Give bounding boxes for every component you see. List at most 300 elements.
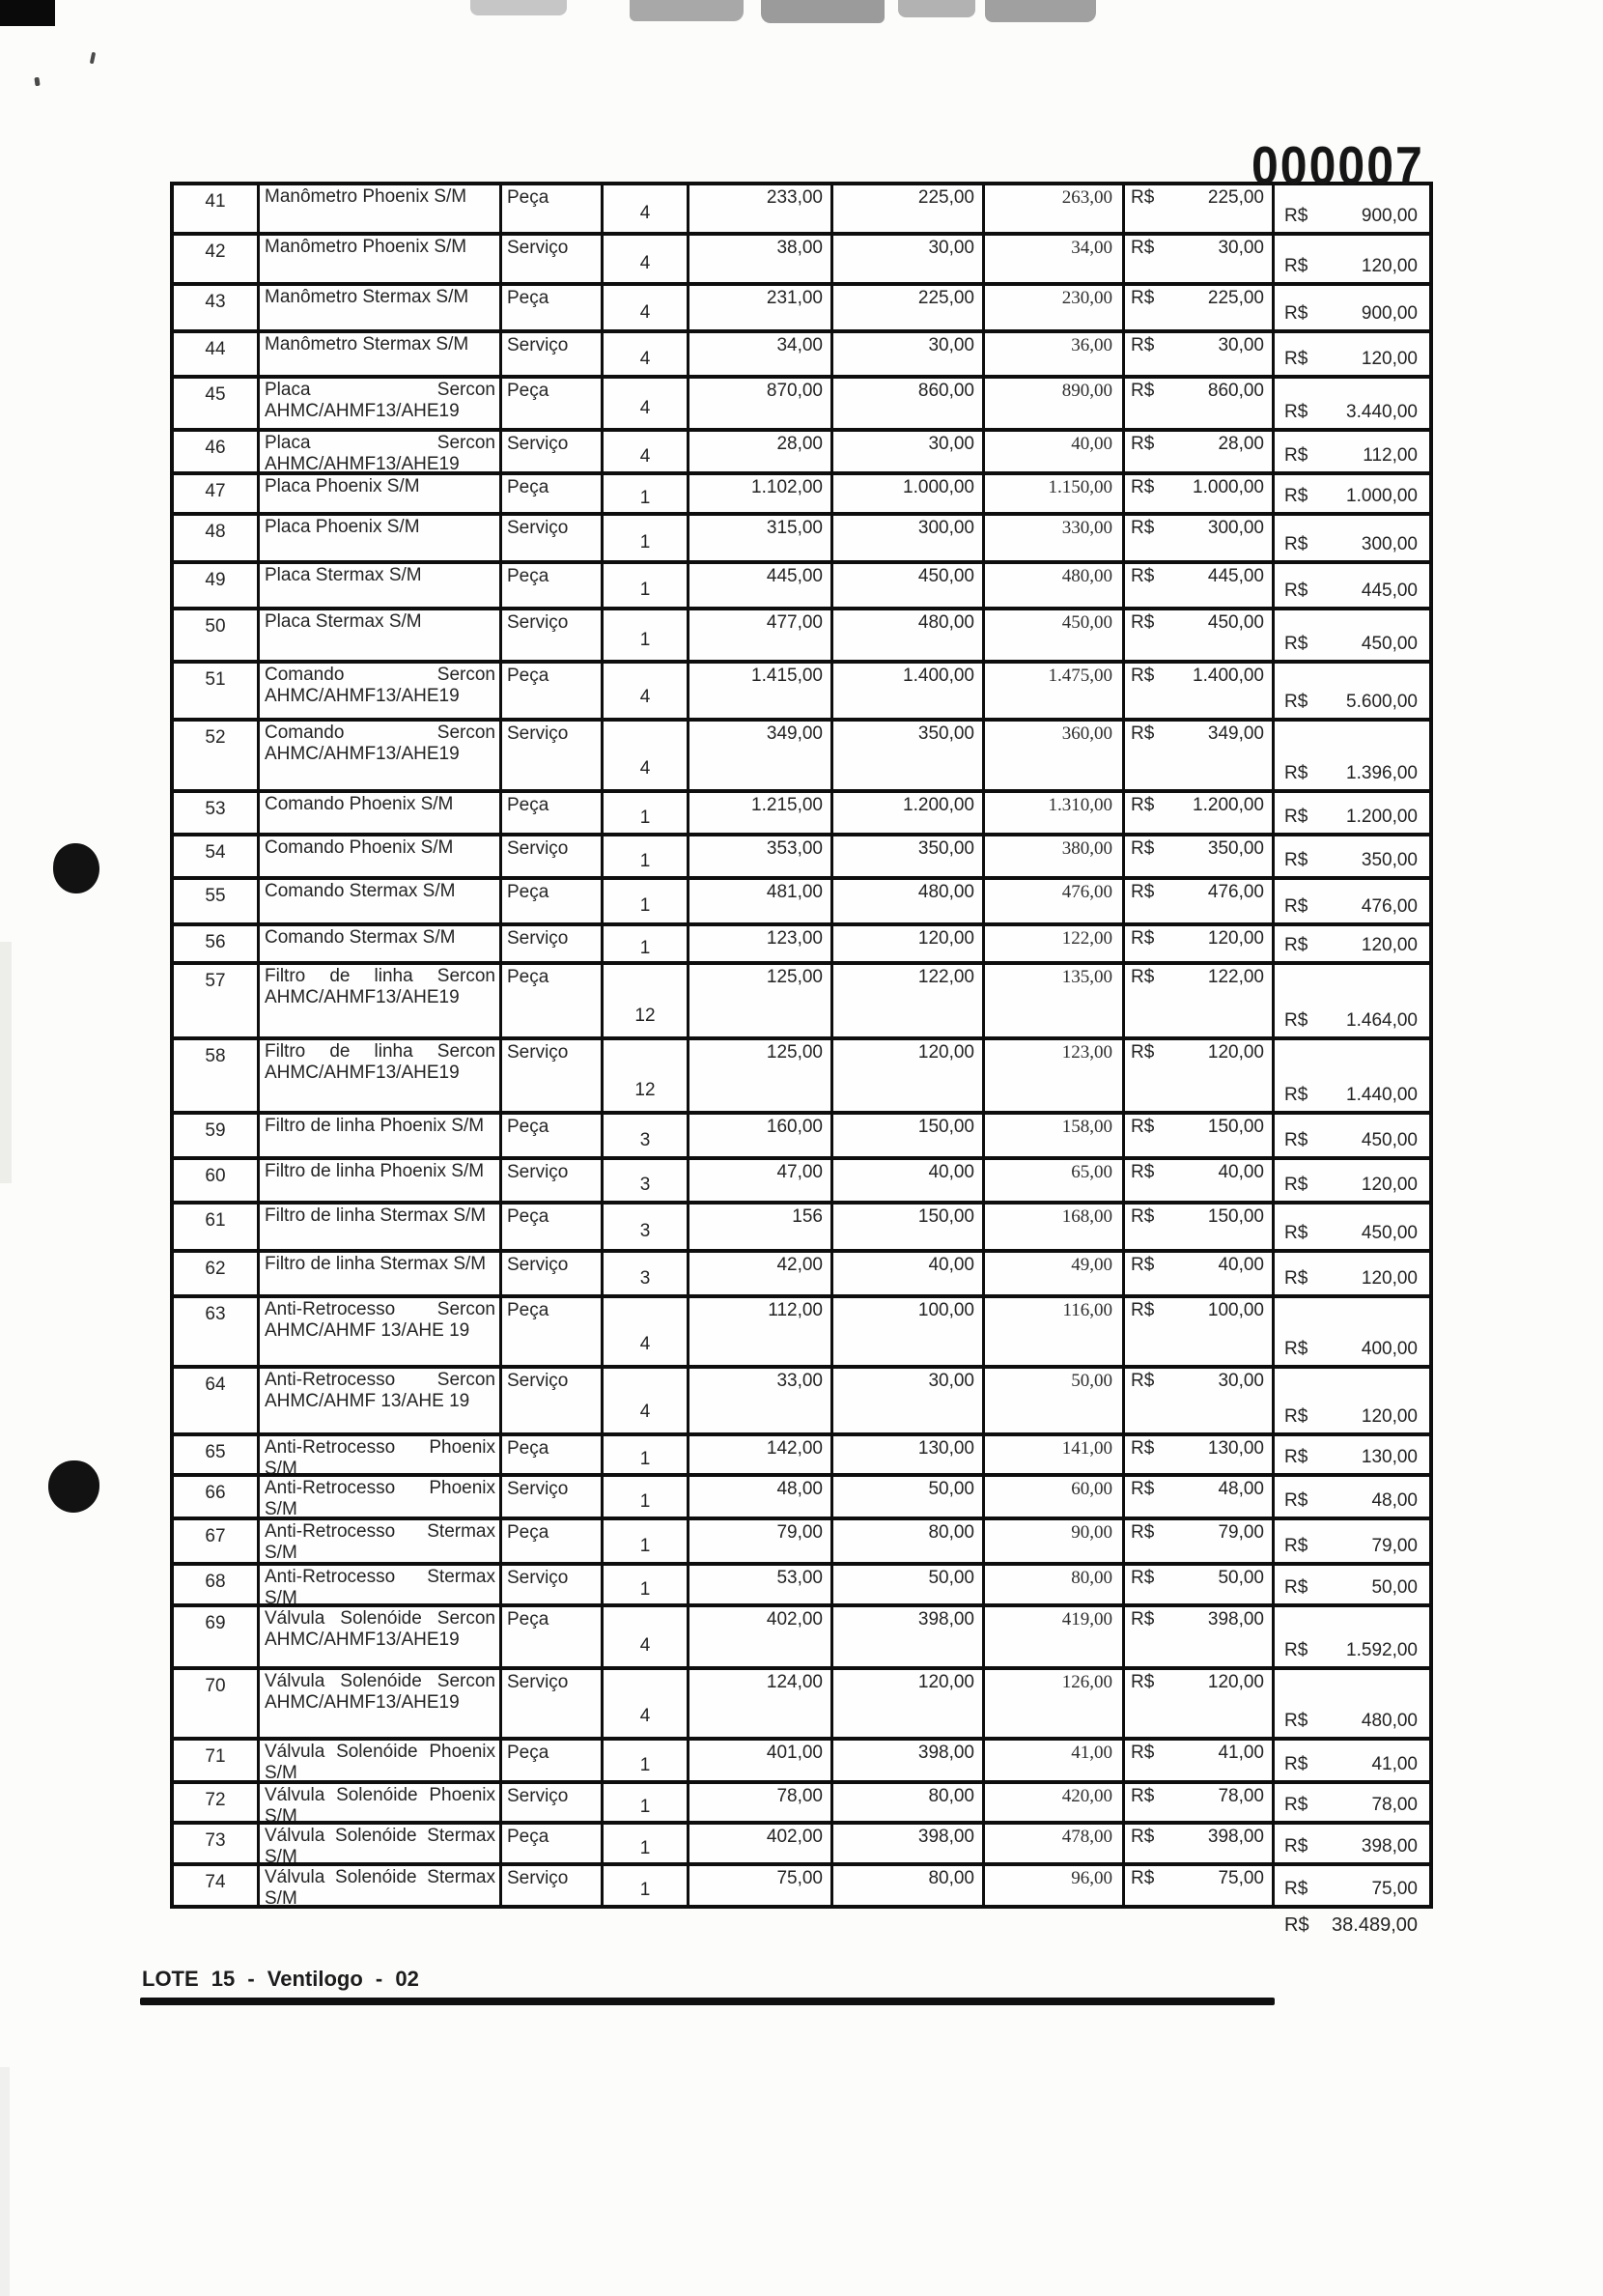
- row-number-cell: 59: [174, 1115, 260, 1156]
- price3-cell: 60,00: [985, 1477, 1125, 1516]
- description-word: Anti-Retrocesso: [265, 1437, 396, 1458]
- qty-cell: 4: [604, 379, 689, 428]
- price3-cell: 123,00: [985, 1040, 1125, 1111]
- type-cell: Serviço: [502, 722, 604, 789]
- price3-cell: 476,00: [985, 880, 1125, 922]
- currency-label: R$: [1131, 666, 1155, 686]
- description-cell: [260, 1566, 502, 1603]
- description-cell: [260, 236, 502, 282]
- type-cell: Serviço: [502, 1160, 604, 1201]
- description-line1: Filtro de linha Phoenix S/M: [265, 1116, 485, 1136]
- price2-cell: 30,00: [833, 432, 985, 471]
- price3-cell: 65,00: [985, 1160, 1125, 1201]
- unit-price-value: 860,00: [1207, 381, 1264, 401]
- price1-cell: 481,00: [689, 880, 833, 922]
- row-number-cell: 45: [174, 379, 260, 428]
- description-cell: [260, 1115, 502, 1156]
- table-row: [174, 1477, 1429, 1520]
- total-price-cell: [1275, 564, 1429, 607]
- total-price-value: 120,00: [1361, 256, 1418, 276]
- description-word: Válvula: [265, 1785, 325, 1805]
- unit-price-cell: [1125, 1520, 1275, 1562]
- description-cell: [260, 1866, 502, 1905]
- description-word: Anti-Retrocesso: [265, 1567, 396, 1587]
- currency-label: R$: [1131, 1827, 1155, 1847]
- qty-cell: 4: [604, 185, 689, 232]
- price2-cell: 398,00: [833, 1741, 985, 1780]
- description-line1: [265, 1671, 495, 1692]
- qty-cell: 4: [604, 1298, 689, 1365]
- total-price-value: 1.464,00: [1346, 1010, 1418, 1031]
- row-number-cell: 51: [174, 664, 260, 718]
- table-row: [174, 880, 1429, 926]
- description-line1: Manômetro Stermax S/M: [265, 287, 469, 307]
- currency-label: R$: [1131, 882, 1155, 902]
- table-row: [174, 333, 1429, 379]
- total-price-value: 480,00: [1361, 1711, 1418, 1731]
- qty-cell: 4: [604, 432, 689, 471]
- unit-price-cell: [1125, 880, 1275, 922]
- total-price-cell: [1275, 1436, 1429, 1473]
- qty-cell: 3: [604, 1160, 689, 1201]
- scan-edge-shadow: [0, 942, 12, 1183]
- currency-label: R$: [1284, 1490, 1308, 1511]
- description-word: Sercon: [436, 1671, 495, 1691]
- price2-cell: 150,00: [833, 1205, 985, 1249]
- total-price-value: 120,00: [1361, 349, 1418, 369]
- total-price-value: 5.600,00: [1346, 692, 1418, 712]
- price2-cell: 120,00: [833, 926, 985, 961]
- description-cell: [260, 664, 502, 718]
- description-line2: AHMC/AHMF13/AHE19: [265, 1063, 460, 1083]
- price3-cell: 135,00: [985, 965, 1125, 1036]
- description-cell: [260, 1520, 502, 1562]
- price1-cell: 47,00: [689, 1160, 833, 1201]
- table-row: [174, 1160, 1429, 1205]
- description-cell: [260, 564, 502, 607]
- price3-cell: 126,00: [985, 1670, 1125, 1737]
- total-price-cell: [1275, 1205, 1429, 1249]
- description-line1: Placa Stermax S/M: [265, 565, 422, 585]
- total-price-value: 450,00: [1361, 1223, 1418, 1243]
- row-number-cell: 66: [174, 1477, 260, 1516]
- unit-price-value: 398,00: [1207, 1827, 1264, 1847]
- unit-price-cell: [1125, 1436, 1275, 1473]
- qty-cell: 12: [604, 1040, 689, 1111]
- price1-cell: 445,00: [689, 564, 833, 607]
- currency-label: R$: [1131, 723, 1155, 744]
- price2-cell: 150,00: [833, 1115, 985, 1156]
- scan-smudge: [470, 0, 567, 15]
- table-row: [174, 475, 1429, 516]
- total-price-cell: [1275, 1784, 1429, 1821]
- description-cell: [260, 1670, 502, 1737]
- price1-cell: 125,00: [689, 1040, 833, 1111]
- total-price-value: 1.000,00: [1346, 486, 1418, 506]
- table-row: [174, 1607, 1429, 1670]
- description-word: Anti-Retrocesso: [265, 1521, 396, 1542]
- description-word: linha: [374, 966, 413, 986]
- unit-price-value: 398,00: [1207, 1609, 1264, 1630]
- description-word: Anti-Retrocesso: [265, 1370, 396, 1390]
- total-price-value: 900,00: [1361, 206, 1418, 226]
- price1-cell: 48,00: [689, 1477, 833, 1516]
- type-cell: Serviço: [502, 1369, 604, 1432]
- unit-price-cell: [1125, 722, 1275, 789]
- description-word: Stermax: [427, 1867, 495, 1887]
- price2-cell: 480,00: [833, 880, 985, 922]
- qty-cell: 3: [604, 1205, 689, 1249]
- total-price-cell: [1275, 664, 1429, 718]
- row-number-cell: 69: [174, 1607, 260, 1666]
- price2-cell: 130,00: [833, 1436, 985, 1473]
- price1-cell: 402,00: [689, 1825, 833, 1862]
- unit-price-cell: [1125, 236, 1275, 282]
- unit-price-cell: [1125, 793, 1275, 833]
- scan-edge-shadow: [0, 2067, 10, 2296]
- unit-price-cell: [1125, 1784, 1275, 1821]
- qty-cell: 4: [604, 1369, 689, 1432]
- description-line1: [265, 1041, 495, 1063]
- qty-cell: 12: [604, 965, 689, 1036]
- description-word: Sercon: [436, 1370, 495, 1390]
- row-number-cell: 55: [174, 880, 260, 922]
- description-word: Válvula: [265, 1742, 325, 1762]
- price2-cell: 300,00: [833, 516, 985, 560]
- total-price-cell: [1275, 333, 1429, 375]
- row-number-cell: 43: [174, 286, 260, 329]
- total-price-cell: [1275, 1670, 1429, 1737]
- total-price-cell: [1275, 610, 1429, 660]
- price3-cell: 90,00: [985, 1520, 1125, 1562]
- table-row: [174, 1520, 1429, 1566]
- description-word: Solenóide: [336, 1785, 418, 1805]
- description-line1: [265, 665, 495, 686]
- qty-cell: 4: [604, 236, 689, 282]
- description-cell: [260, 1253, 502, 1294]
- table-row: [174, 1670, 1429, 1741]
- total-price-cell: [1275, 475, 1429, 512]
- price3-cell: 450,00: [985, 610, 1125, 660]
- unit-price-value: 300,00: [1207, 518, 1264, 538]
- price3-cell: 158,00: [985, 1115, 1125, 1156]
- total-price-cell: [1275, 1160, 1429, 1201]
- row-number-cell: 70: [174, 1670, 260, 1737]
- price2-cell: 120,00: [833, 1670, 985, 1737]
- price1-cell: 123,00: [689, 926, 833, 961]
- total-price-cell: [1275, 1866, 1429, 1905]
- unit-price-value: 1.000,00: [1193, 477, 1264, 497]
- total-price-cell: [1275, 1115, 1429, 1156]
- unit-price-cell: [1125, 1566, 1275, 1603]
- row-number-cell: 73: [174, 1825, 260, 1862]
- scan-speck: [34, 77, 40, 87]
- qty-cell: 1: [604, 1477, 689, 1516]
- description-line1: Comando Stermax S/M: [265, 881, 456, 901]
- table-row: [174, 1436, 1429, 1477]
- description-line1: [265, 1742, 495, 1763]
- description-word: Sercon: [436, 966, 495, 986]
- total-price-cell: [1275, 1825, 1429, 1862]
- table-row: [174, 1205, 1429, 1253]
- total-price-value: 1.200,00: [1346, 807, 1418, 827]
- total-price-cell: [1275, 1298, 1429, 1365]
- price3-cell: 34,00: [985, 236, 1125, 282]
- qty-cell: 1: [604, 1741, 689, 1780]
- row-number-cell: 42: [174, 236, 260, 282]
- unit-price-cell: [1125, 333, 1275, 375]
- table-row: [174, 793, 1429, 836]
- qty-cell: 4: [604, 664, 689, 718]
- row-number-cell: 68: [174, 1566, 260, 1603]
- unit-price-cell: [1125, 1866, 1275, 1905]
- description-cell: [260, 1205, 502, 1249]
- description-word: Phoenix: [429, 1437, 495, 1458]
- description-line2: AHMC/AHMF13/AHE19: [265, 987, 460, 1007]
- description-cell: [260, 516, 502, 560]
- unit-price-value: 40,00: [1218, 1255, 1264, 1275]
- unit-price-value: 1.400,00: [1193, 666, 1264, 686]
- price1-cell: 28,00: [689, 432, 833, 471]
- description-word: Válvula: [265, 1867, 325, 1887]
- unit-price-cell: [1125, 664, 1275, 718]
- scan-smudge: [985, 0, 1096, 22]
- price1-cell: 38,00: [689, 236, 833, 282]
- price2-cell: 225,00: [833, 286, 985, 329]
- currency-label: R$: [1131, 381, 1155, 401]
- scan-speck: [90, 52, 96, 65]
- description-line2: AHMC/AHMF 13/AHE 19: [265, 1320, 470, 1341]
- price1-cell: 401,00: [689, 1741, 833, 1780]
- table-row: [174, 722, 1429, 793]
- currency-label: R$: [1284, 1795, 1308, 1815]
- currency-label: R$: [1131, 1371, 1155, 1391]
- scan-smudge: [898, 0, 975, 17]
- currency-label: R$: [1284, 1268, 1308, 1289]
- description-cell: [260, 1741, 502, 1780]
- currency-label: R$: [1284, 1447, 1308, 1467]
- description-cell: [260, 880, 502, 922]
- currency-label: R$: [1131, 1786, 1155, 1806]
- unit-price-cell: [1125, 610, 1275, 660]
- description-word: Stermax: [427, 1567, 495, 1587]
- price1-cell: 160,00: [689, 1115, 833, 1156]
- row-number-cell: 48: [174, 516, 260, 560]
- price2-cell: 398,00: [833, 1607, 985, 1666]
- scan-smudge: [630, 0, 744, 21]
- currency-label: R$: [1131, 238, 1155, 258]
- page-number-stamp: 000007: [1251, 135, 1424, 196]
- type-cell: Serviço: [502, 1040, 604, 1111]
- total-price-value: 350,00: [1361, 850, 1418, 870]
- table-row: [174, 286, 1429, 333]
- currency-label: R$: [1284, 692, 1308, 712]
- table-row: [174, 610, 1429, 664]
- description-line1: Filtro de linha Stermax S/M: [265, 1205, 487, 1226]
- price1-cell: 231,00: [689, 286, 833, 329]
- price2-cell: 50,00: [833, 1566, 985, 1603]
- unit-price-value: 78,00: [1218, 1786, 1264, 1806]
- row-number-cell: 54: [174, 836, 260, 876]
- description-cell: [260, 432, 502, 471]
- description-word: Solenóide: [340, 1608, 422, 1629]
- row-number-cell: 44: [174, 333, 260, 375]
- description-word: Solenóide: [336, 1742, 418, 1762]
- total-price-value: 120,00: [1361, 1268, 1418, 1289]
- description-word: Sercon: [436, 380, 495, 400]
- price2-cell: 1.400,00: [833, 664, 985, 718]
- row-number-cell: 46: [174, 432, 260, 471]
- currency-label: R$: [1131, 434, 1155, 454]
- description-line1: Manômetro Phoenix S/M: [265, 186, 467, 207]
- scan-smudge: [761, 0, 885, 23]
- currency-label: R$: [1284, 896, 1308, 917]
- price3-cell: 1.475,00: [985, 664, 1125, 718]
- qty-cell: 1: [604, 1784, 689, 1821]
- currency-label: R$: [1131, 967, 1155, 987]
- qty-cell: 1: [604, 516, 689, 560]
- unit-price-cell: [1125, 516, 1275, 560]
- qty-cell: 3: [604, 1253, 689, 1294]
- price1-cell: 353,00: [689, 836, 833, 876]
- currency-label: R$: [1284, 534, 1308, 554]
- total-price-value: 120,00: [1361, 1406, 1418, 1427]
- unit-price-value: 48,00: [1218, 1479, 1264, 1499]
- total-price-value: 120,00: [1361, 935, 1418, 955]
- currency-label: R$: [1131, 838, 1155, 859]
- description-word: Filtro: [265, 1041, 306, 1062]
- price1-cell: 53,00: [689, 1566, 833, 1603]
- description-word: Válvula: [265, 1826, 325, 1846]
- description-line1: Placa Phoenix S/M: [265, 517, 420, 537]
- currency-label: R$: [1284, 581, 1308, 601]
- price3-cell: 360,00: [985, 722, 1125, 789]
- price2-cell: 100,00: [833, 1298, 985, 1365]
- qty-cell: 4: [604, 1607, 689, 1666]
- total-price-cell: [1275, 1369, 1429, 1432]
- price-table: [170, 182, 1433, 1909]
- total-price-cell: [1275, 926, 1429, 961]
- unit-price-value: 30,00: [1218, 335, 1264, 355]
- price3-cell: 330,00: [985, 516, 1125, 560]
- price1-cell: 75,00: [689, 1866, 833, 1905]
- type-cell: Peça: [502, 1825, 604, 1862]
- unit-price-cell: [1125, 1825, 1275, 1862]
- currency-label: R$: [1131, 335, 1155, 355]
- table-row: [174, 836, 1429, 880]
- description-line1: [265, 723, 495, 744]
- currency-label: R$: [1284, 1085, 1308, 1105]
- unit-price-value: 150,00: [1207, 1206, 1264, 1227]
- total-price-value: 41,00: [1371, 1754, 1418, 1774]
- total-price-value: 900,00: [1361, 303, 1418, 324]
- currency-label: R$: [1284, 850, 1308, 870]
- table-row: [174, 1825, 1429, 1866]
- unit-price-value: 476,00: [1207, 882, 1264, 902]
- price3-cell: 41,00: [985, 1741, 1125, 1780]
- currency-label: R$: [1131, 288, 1155, 308]
- description-word: Stermax: [427, 1826, 495, 1846]
- unit-price-cell: [1125, 965, 1275, 1036]
- description-cell: [260, 1369, 502, 1432]
- description-line1: [265, 433, 495, 454]
- price2-cell: 122,00: [833, 965, 985, 1036]
- description-word: Phoenix: [429, 1478, 495, 1498]
- unit-price-value: 100,00: [1207, 1300, 1264, 1320]
- description-word: Válvula: [265, 1671, 325, 1691]
- description-line1: [265, 1299, 495, 1320]
- unit-price-value: 130,00: [1207, 1438, 1264, 1459]
- qty-cell: 1: [604, 793, 689, 833]
- qty-cell: 1: [604, 475, 689, 512]
- description-word: Solenóide: [335, 1826, 417, 1846]
- currency-label: R$: [1131, 1300, 1155, 1320]
- description-line2: AHMC/AHMF 13/AHE 19: [265, 1391, 470, 1411]
- type-cell: Serviço: [502, 432, 604, 471]
- type-cell: Peça: [502, 664, 604, 718]
- price2-cell: 80,00: [833, 1520, 985, 1562]
- total-price-cell: [1275, 965, 1429, 1036]
- description-line1: [265, 1826, 495, 1847]
- currency-label: R$: [1284, 445, 1308, 466]
- description-cell: [260, 965, 502, 1036]
- type-cell: Peça: [502, 1436, 604, 1473]
- unit-price-value: 79,00: [1218, 1522, 1264, 1543]
- unit-price-value: 445,00: [1207, 566, 1264, 586]
- unit-price-cell: [1125, 1298, 1275, 1365]
- price2-cell: 398,00: [833, 1825, 985, 1862]
- total-price-cell: [1275, 1566, 1429, 1603]
- price3-cell: 50,00: [985, 1369, 1125, 1432]
- description-line1: [265, 1521, 495, 1543]
- currency-label: R$: [1131, 795, 1155, 815]
- unit-price-cell: [1125, 379, 1275, 428]
- description-line1: Manômetro Phoenix S/M: [265, 237, 467, 257]
- row-number-cell: 50: [174, 610, 260, 660]
- unit-price-value: 75,00: [1218, 1868, 1264, 1888]
- type-cell: Serviço: [502, 1477, 604, 1516]
- qty-cell: 1: [604, 880, 689, 922]
- description-cell: [260, 1040, 502, 1111]
- price3-cell: 40,00: [985, 432, 1125, 471]
- price1-cell: 477,00: [689, 610, 833, 660]
- description-line2: S/M: [265, 1847, 297, 1862]
- total-price-value: 3.440,00: [1346, 402, 1418, 422]
- currency-label: R$: [1131, 518, 1155, 538]
- description-line1: Filtro de linha Stermax S/M: [265, 1254, 487, 1274]
- price1-cell: 125,00: [689, 965, 833, 1036]
- table-row: [174, 1253, 1429, 1298]
- unit-price-cell: [1125, 432, 1275, 471]
- total-price-cell: [1275, 880, 1429, 922]
- currency-label: R$: [1284, 935, 1308, 955]
- total-price-value: 450,00: [1361, 634, 1418, 654]
- unit-price-cell: [1125, 1607, 1275, 1666]
- unit-price-value: 120,00: [1207, 1042, 1264, 1063]
- description-line2: AHMC/AHMF13/AHE19: [265, 686, 460, 706]
- price2-cell: 1.000,00: [833, 475, 985, 512]
- row-number-cell: 65: [174, 1436, 260, 1473]
- price1-cell: 33,00: [689, 1369, 833, 1432]
- description-word: Solenóide: [335, 1867, 417, 1887]
- description-line1: Placa Stermax S/M: [265, 611, 422, 632]
- price2-cell: 30,00: [833, 1369, 985, 1432]
- total-price-value: 48,00: [1371, 1490, 1418, 1511]
- description-line2: AHMC/AHMF13/AHE19: [265, 454, 460, 471]
- price2-cell: 30,00: [833, 333, 985, 375]
- qty-cell: 1: [604, 1520, 689, 1562]
- type-cell: Peça: [502, 1205, 604, 1249]
